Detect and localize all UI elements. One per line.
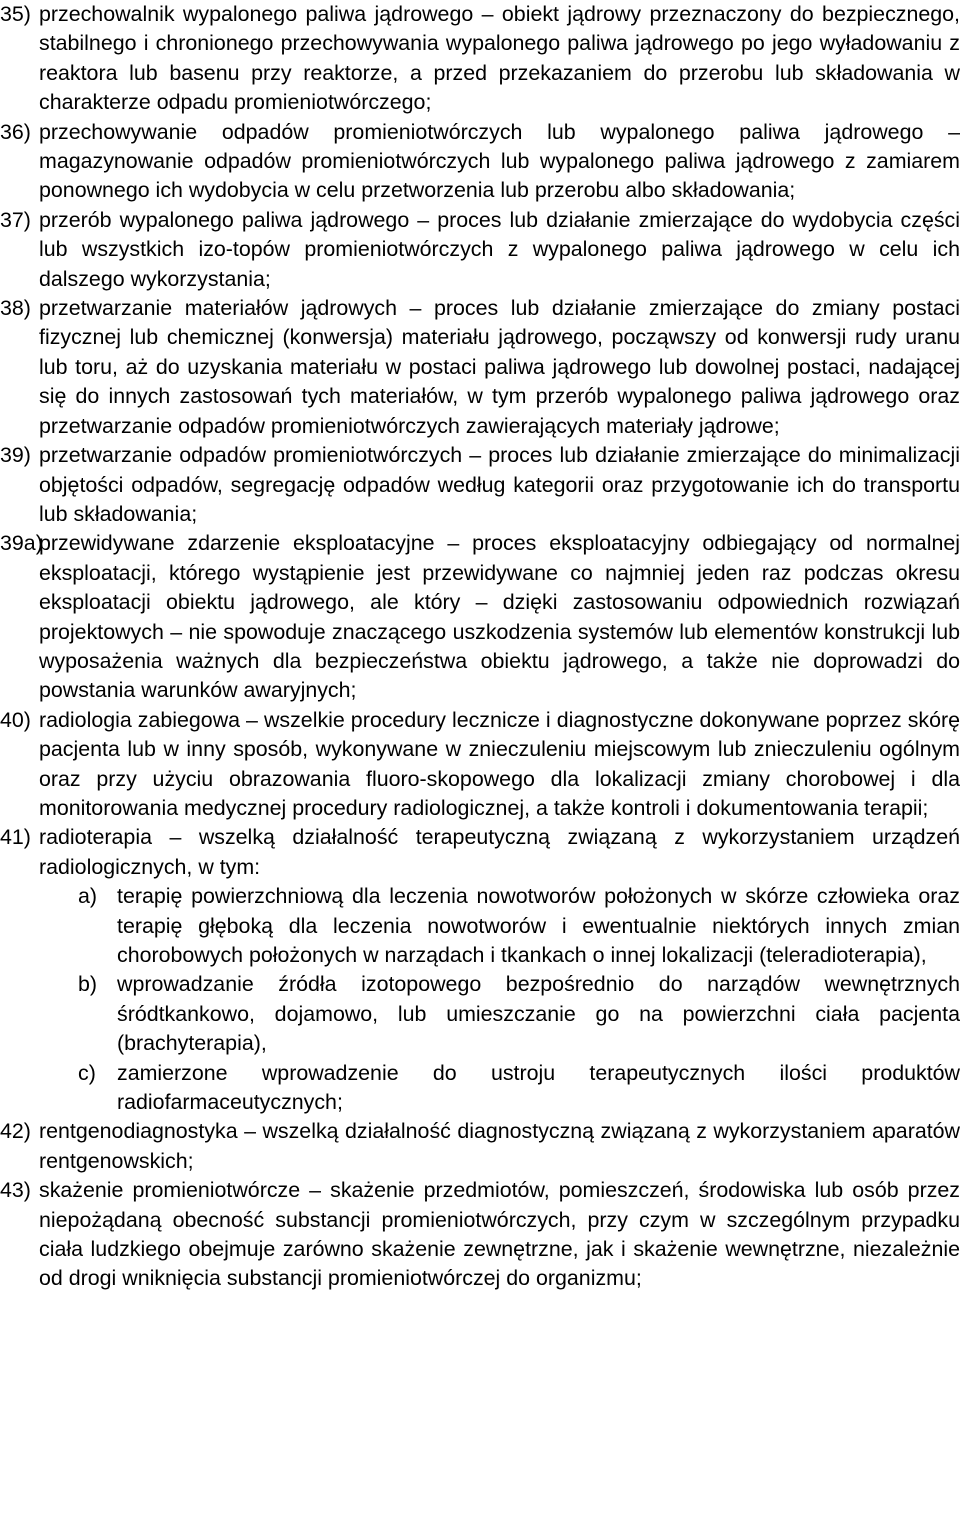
definition-number: 35) [0,2,31,26]
definition-text: przechowalnik wypalonego paliwa jądrowego – obiekt jądrowy przeznaczony do bezpiecznego, stabilnego i chronionego przechowywania wypalonego paliwa jądrowego po jego wyładowaniu z reaktora lub basenu przy reaktorze, a przed przekazaniem do przerobu lub składowania w charakterze odpadu promieniotwórczego; [39,2,960,115]
definition-text: radioterapia – wszelką działalność terapeutyczną związaną z wykorzystaniem urządzeń radiologicznych, w tym: [39,825,960,879]
definition-text: rentgenodiagnostyka – wszelką działalność diagnostyczną związaną z wykorzystaniem aparatów rentgenowskich; [39,1119,960,1173]
definition-39a [0,529,960,705]
subitem-text: terapię powierzchniową dla leczenia nowotworów położonych w skórze człowieka oraz terapię głęboką dla leczenia nowotworów i ewentualnie niektórych innych zmian chorobowych położonych w narządach i tkankach o innej lokalizacji (teleradioterapia), [117,884,960,967]
definition-text: przerób wypalonego paliwa jądrowego – proces lub działanie zmierzające do wydobycia części lub wszystkich izo-topów promieniotwórczych z wypalonego paliwa jądrowego w celu ich dalszego wykorzystania; [39,207,960,291]
definition-number: 43) [0,1178,31,1203]
definition-41 [0,823,960,882]
subitem-c [0,1059,960,1118]
definition-37 [0,206,960,294]
definition-number: 36) [0,119,31,144]
definition-42 [0,1117,960,1176]
definition-39 [0,441,960,529]
definition-number: 39a) [0,531,43,556]
definition-text: radiologia zabiegowa – wszelkie procedury lecznicze i diagnostyczne dokonywane poprzez skórę pacjenta lub w inny sposób, wykonywane w znieczuleniu miejscowym lub znieczuleniu ogólnym oraz przy użyciu obrazowania fluoro-skopowego dla lokalizacji zmiany chorobowej i dla monitorowania medycznej procedury radiologicznej, a także kontroli i dokumentowania terapii; [39,707,960,820]
subitem-a [0,882,960,970]
definition-number: 39) [0,443,31,468]
subitem-text: wprowadzanie źródła izotopowego bezpośrednio do narządów wewnętrznych śródtkankowo, dojamowo, lub umieszczanie go na powierzchni ciała pacjenta (brachyterapia), [117,972,960,1056]
definition-43 [0,1176,960,1294]
subitem-letter: c) [78,1060,96,1085]
definition-text: przewidywane zdarzenie eksploatacyjne – proces eksploatacyjny odbiegający od normalnej eksploatacji, którego wystąpienie jest przewidywane co najmniej jeden raz podczas okresu eksploatacji obiektu jądrowego, ale który – dzięki zastosowaniu odpowiednich rozwiązań projektowych – nie spowoduje znaczącego uszkodzenia systemów lub elementów konstrukcji lub wyposażenia ważnych dla bezpieczeństwa obiektu jądrowego, a także nie doprowadzi do powstania warunków awaryjnych; [39,531,960,703]
definition-text: przetwarzanie odpadów promieniotwórczych – proces lub działanie zmierzające do minimalizacji objętości odpadów, segregację odpadów według kategorii oraz przygotowanie ich do transportu lub składowania; [39,443,960,526]
subitem-b [0,970,960,1058]
definition-text: przetwarzanie materiałów jądrowych – proces lub działanie zmierzające do zmiany postaci fizycznej lub chemicznej (konwersja) materiału jądrowego, począwszy od konwersji rudy uranu lub toru, aż do uzyskania materiału w postaci paliwa jądrowego lub dowolnej postaci, nadającej się do innych zastosowań tych materiałów, w tym przerób wypalonego paliwa jądrowego oraz przetwarzanie odpadów promieniotwórczych zawierających materiały jądrowe; [39,296,960,438]
definition-text: przechowywanie odpadów promieniotwórczych lub wypalonego paliwa jądrowego – magazynowanie odpadów promieniotwórczych lub wypalonego paliwa jądrowego z zamiarem ponownego ich wydobycia w celu przetworzenia lub przerobu albo składowania; [39,119,960,203]
definition-35 [0,0,960,118]
subitem-letter: a) [78,884,98,909]
definition-number: 40) [0,707,31,732]
definition-number: 37) [0,207,31,232]
definition-38 [0,294,960,441]
definition-40 [0,706,960,824]
definition-36 [0,118,960,206]
definition-number: 41) [0,825,31,850]
definition-number: 42) [0,1119,31,1144]
definition-text: skażenie promieniotwórcze – skażenie przedmiotów, pomieszczeń, środowiska lub osób przez niepożądaną obecność substancji promieniotwórczych, przy czym w szczególnym przypadku ciała ludzkiego obejmuje zarówno skażenie zewnętrzne, jak i skażenie wewnętrzne, niezależnie od drogi wniknięcia substancji promieniotwórczej do organizmu; [39,1178,960,1291]
subitem-text: zamierzone wprowadzenie do ustroju terapeutycznych ilości produktów radiofarmaceutycznych; [117,1060,960,1115]
subitem-letter: b) [78,972,98,997]
definition-number: 38) [0,296,31,321]
